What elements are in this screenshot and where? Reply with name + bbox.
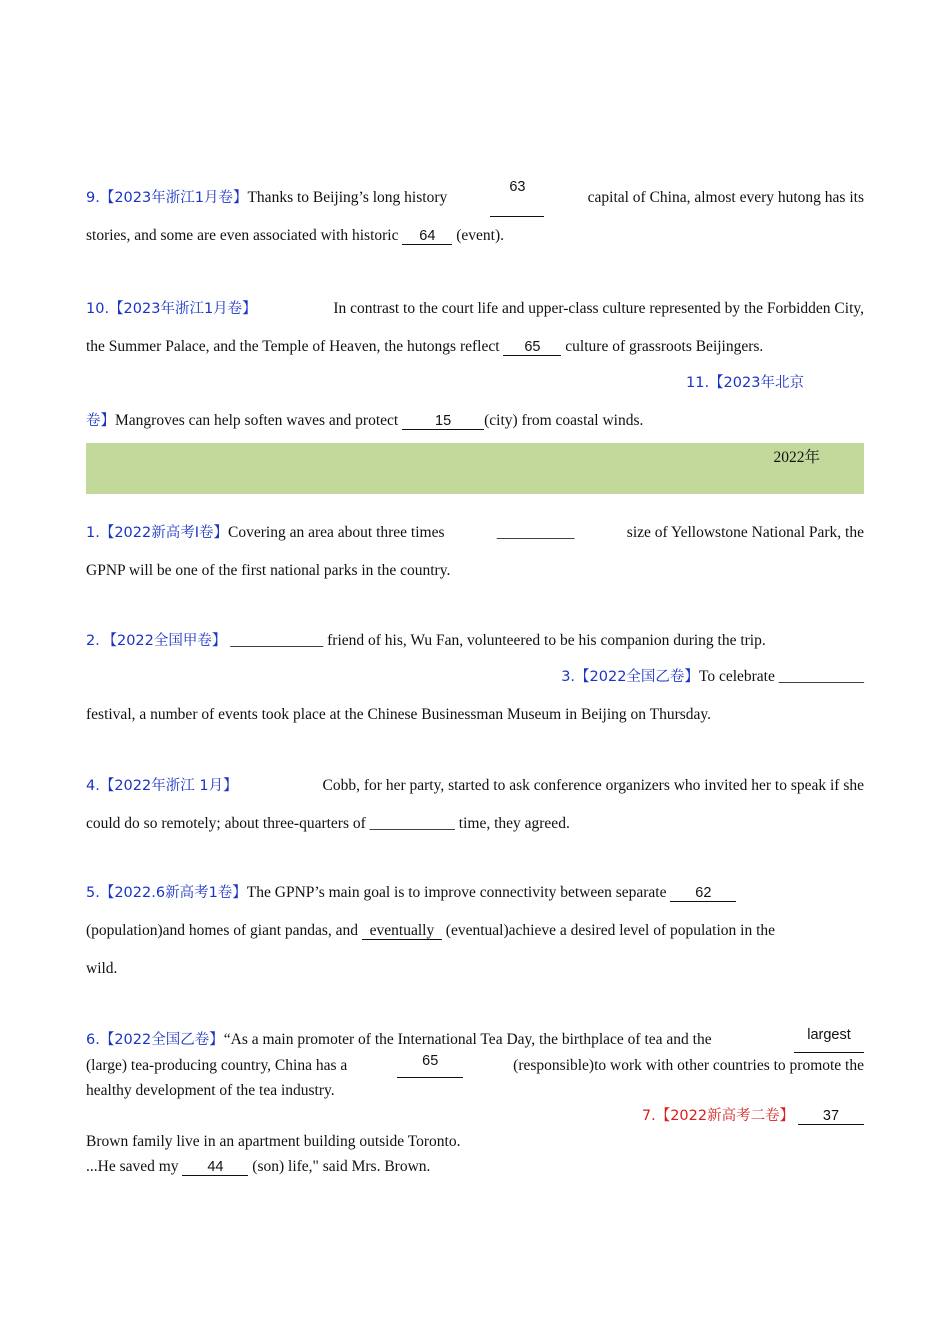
- q9-line-1: [86, 179, 864, 217]
- q3-line-2: [86, 696, 864, 734]
- q9-text: capital of China, almost every hutong has its: [587, 189, 864, 206]
- q2-source-tag: 2．【2022全国甲卷】: [86, 633, 227, 649]
- q5-blank-eventually: eventually: [362, 923, 442, 940]
- q9-blank-63: 63: [490, 179, 544, 217]
- section-2022-header: [86, 443, 864, 494]
- q6-blank-65: 65: [397, 1053, 463, 1079]
- q7-blank-44: 44: [182, 1159, 248, 1176]
- q11-line-2: [86, 402, 864, 440]
- question-7: [86, 1103, 864, 1180]
- q5-text: (eventual)achieve a desired level of population in the: [445, 922, 776, 939]
- q2-line-1: [86, 622, 864, 660]
- q9-line-2: [86, 217, 864, 255]
- q9-text: stories, and some are even associated with historic: [86, 227, 399, 244]
- q7-line-3: [86, 1154, 864, 1180]
- question-2: [86, 622, 864, 660]
- q5-line-2: [86, 912, 864, 950]
- q1-text: Covering an area about three times: [228, 524, 445, 541]
- q10-source-tag: 10.【2023年浙江1月卷】: [86, 301, 257, 317]
- q4-text: time, they agreed.: [458, 815, 570, 832]
- q5-text: wild.: [86, 960, 118, 977]
- question-1: [86, 514, 864, 590]
- q6-source-tag: 6.【2022全国乙卷】: [86, 1032, 224, 1048]
- q9-blank-64: 64: [402, 228, 452, 245]
- q6-text: healthy development of the tea industry.: [86, 1082, 335, 1099]
- q7-source-tag: 7.【2022新高考二卷】: [641, 1108, 795, 1124]
- q10-line-2: [86, 328, 864, 366]
- q5-source-tag: 5.【2022.6新高考1卷】: [86, 885, 247, 901]
- q5-text: The GPNP’s main goal is to improve connectivity between separate: [246, 884, 667, 901]
- q7-text: ...He saved my: [86, 1158, 179, 1175]
- q4-text: could do so remotely; about three-quarters of: [86, 815, 366, 832]
- question-6: [86, 1027, 864, 1104]
- question-10: [86, 290, 864, 366]
- q9-source-tag: 9.【2023年浙江1月卷】: [86, 190, 248, 206]
- q6-text: (responsible)to work with other countries to promote the: [513, 1056, 864, 1074]
- q2-blank: ____________: [230, 632, 324, 649]
- q4-line-1: [86, 767, 864, 805]
- q4-source-tag: 4.【2022年浙江 1月】: [86, 778, 238, 794]
- q5-line-3: [86, 950, 864, 988]
- q11-text: (city) from coastal winds.: [484, 411, 644, 429]
- q9-text: (event).: [456, 227, 505, 244]
- question-5: [86, 874, 864, 988]
- question-9: [86, 179, 864, 255]
- q11-source-tag-cont: 卷】: [86, 412, 115, 429]
- q5-blank-62: 62: [670, 885, 736, 902]
- q6-line-3: [86, 1078, 864, 1104]
- q10-text: culture of grassroots Beijingers.: [565, 338, 764, 355]
- q2-text: friend of his, Wu Fan, volunteered to be his companion during the trip.: [327, 632, 766, 649]
- question-4: [86, 767, 864, 843]
- q3-text: festival, a number of events took place at the Chinese Businessman Museum in Beijing on Thursday.: [86, 705, 712, 723]
- q1-line-2: [86, 552, 864, 590]
- q5-line-1: [86, 874, 864, 912]
- q11-line-1: [86, 370, 864, 396]
- q7-line-2: [86, 1129, 864, 1155]
- question-3: [86, 664, 864, 734]
- q3-line-1: [86, 664, 864, 690]
- q5-text: (population)and homes of giant pandas, and: [86, 922, 359, 939]
- q7-text: (son) life," said Mrs. Brown.: [252, 1158, 431, 1175]
- q4-text: Cobb, for her party, started to ask conference organizers who invited her to speak if she: [322, 777, 864, 794]
- q4-line-2: [86, 805, 864, 843]
- q11-text: Mangroves can help soften waves and protect: [115, 411, 399, 429]
- q10-blank-65: 65: [503, 339, 561, 356]
- q3-text: To celebrate: [698, 668, 775, 685]
- q7-blank-37: 37: [798, 1108, 864, 1125]
- question-11: [86, 370, 864, 440]
- q6-blank-largest: largest: [794, 1027, 864, 1053]
- q3-blank: ___________: [778, 668, 864, 685]
- q6-text: (large) tea-producing country, China has a: [86, 1056, 348, 1074]
- section-year-label: 2022年: [773, 449, 820, 466]
- q1-source-tag: 1.【2022新高考I卷】: [86, 525, 229, 541]
- q11-source-tag: 11.【2023年北京: [686, 375, 804, 391]
- q10-line-1: [86, 290, 864, 328]
- q1-text: GPNP will be one of the first national parks in the country.: [86, 562, 451, 579]
- q9-text: Thanks to Beijing’s long history: [247, 189, 448, 206]
- q6-line-1: [86, 1027, 864, 1053]
- q1-line-1: [86, 514, 864, 552]
- q1-blank: __________: [496, 524, 575, 541]
- q11-blank-15: 15: [402, 413, 484, 430]
- q4-blank: ___________: [369, 815, 455, 832]
- q10-text: the Summer Palace, and the Temple of Heaven, the hutongs reflect: [86, 338, 500, 355]
- q7-text: Brown family live in an apartment building outside Toronto.: [86, 1132, 461, 1150]
- q1-text: size of Yellowstone National Park, the: [626, 524, 864, 541]
- q10-text: In contrast to the court life and upper-class culture represented by the Forbidden City,: [333, 300, 864, 317]
- q6-line-2: [86, 1053, 864, 1079]
- q3-source-tag: 3.【2022全国乙卷】: [561, 669, 699, 685]
- q6-text: “As a main promoter of the International Tea Day, the birthplace of tea and the: [223, 1031, 712, 1048]
- q7-line-1: [86, 1103, 864, 1129]
